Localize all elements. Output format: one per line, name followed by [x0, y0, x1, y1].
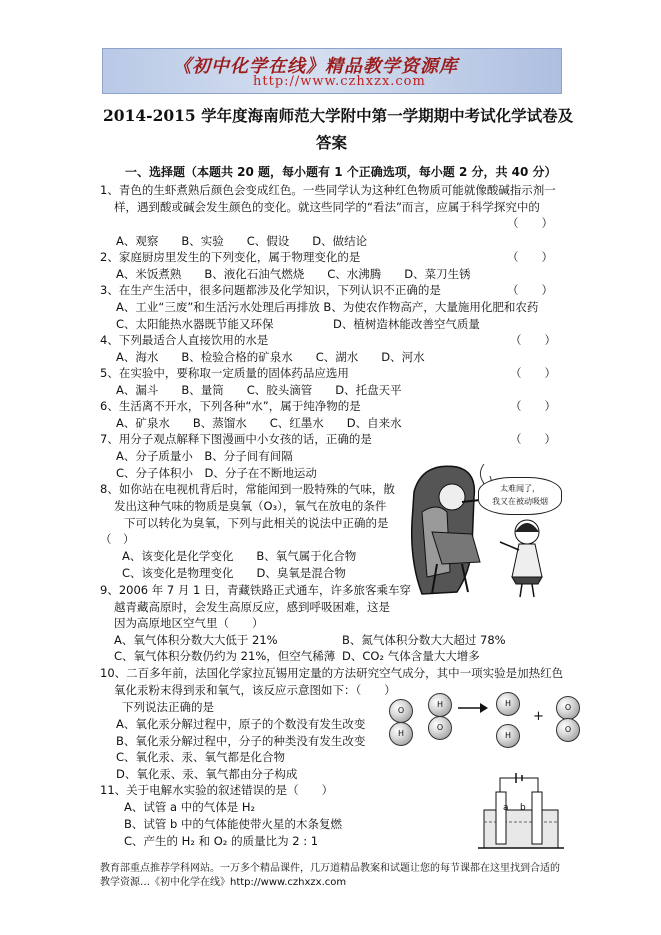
- q10-line2: 氧化汞粉末得到汞和氧气，该反应示意图如下：（ ）: [114, 683, 396, 697]
- q2-answer-paren: （ ）: [507, 250, 553, 264]
- q4-options: A、海水 B、检验合格的矿泉水 C、湖水 D、河水: [116, 350, 425, 364]
- q11-option-b: B、试管 b 中的气体能使带火星的木条复燃: [124, 817, 342, 831]
- tube-a-label: a: [503, 803, 509, 813]
- plus-sign: +: [533, 709, 544, 724]
- q4-answer-paren: （ ）: [510, 333, 556, 347]
- q1-answer-paren: （ ）: [507, 216, 553, 230]
- q11-option-c: C、产生的 H₂ 和 O₂ 的质量比为 2 : 1: [124, 834, 319, 848]
- footer-line1: 教育部重点推荐学科网站。一万多个精品课件，几万道精品教案和试题让您的每节课都在这里找到合适的: [100, 863, 560, 874]
- atom-h: H: [496, 692, 520, 716]
- q8-answer-paren: （ ）: [100, 532, 135, 546]
- q3-answer-paren: （ ）: [507, 283, 553, 297]
- atom-o: O: [428, 716, 452, 740]
- atom-h: H: [496, 724, 520, 748]
- q8-options-ab: A、该变化是化学变化 B、氧气属于化合物: [122, 549, 357, 563]
- q10-option-a: A、氧化汞分解过程中，原子的个数没有发生改变: [116, 717, 366, 731]
- q5-options: A、漏斗 B、量筒 C、胶头滴管 D、托盘天平: [116, 383, 402, 397]
- q3-stem: 3、在生产生活中，很多问题都涉及化学知识，下列认识不正确的是: [100, 283, 441, 297]
- q8-line3: 下可以转化为臭氧，下列与此相关的说法中正确的是: [124, 516, 389, 530]
- tube-b-label: b: [520, 803, 526, 813]
- q7-options-ab: A、分子质量小 B、分子间有间隔: [116, 449, 293, 463]
- q7-options-cd: C、分子体积小 D、分子在不断地运动: [116, 466, 317, 480]
- reaction-arrow-icon: [458, 702, 490, 714]
- q4-stem: 4、下列最适合人直接饮用的水是: [100, 333, 269, 347]
- q10-option-c: C、氧化汞、汞、氧气都是化合物: [116, 750, 286, 764]
- q8-line2: 发出这种气味的物质是臭氧（O₃），氧气在放电的条件: [114, 499, 387, 513]
- q3-option-c: C、太阳能热水器既节能又环保: [116, 317, 274, 331]
- q7-answer-paren: （ ）: [510, 432, 556, 446]
- q10-line1: 10、二百多年前，法国化学家拉瓦锡用定量的方法研究空气成分，其中一项实验是加热红色: [100, 666, 564, 680]
- atom-h: H: [389, 722, 413, 746]
- q1-options: A、观察 B、实验 C、假设 D、做结论: [116, 234, 368, 248]
- cartoon-speech-bubble: [478, 477, 562, 515]
- banner-title: 《初中化学在线》精品教学资源库: [173, 56, 458, 77]
- q11-option-a: A、试管 a 中的气体是 H₂: [124, 800, 256, 814]
- q6-answer-paren: （ ）: [510, 399, 556, 413]
- q8-options-cd: C、该变化是物理变化 D、臭氧是混合物: [122, 566, 346, 580]
- footer-line2[interactable]: 教学资源…《初中化学在线》http://www.czhxzx.com: [100, 877, 347, 888]
- q1-line1: 1、青色的生虾煮熟后颜色会变成红色。一些同学认为这种红色物质可能就像酸碱指示剂一: [100, 183, 556, 197]
- q3-option-d: D、植树造林能改善空气质量: [333, 317, 480, 331]
- section-heading: 一、选择题（本题共 20 题，每小题有 1 个正确选项，每小题 2 分，共 40 分）: [125, 165, 557, 179]
- bubble-line1: 太难闻了，: [500, 484, 540, 493]
- q7-stem: 7、用分子观点解释下图漫画中小女孩的话，正确的是: [100, 432, 372, 446]
- q2-stem: 2、家庭厨房里发生的下列变化，属于物理变化的是: [100, 250, 361, 264]
- q5-stem: 5、在实验中，要称取一定质量的固体药品应选用: [100, 366, 349, 380]
- bubble-line2: 我又在被动吸烟: [492, 497, 548, 506]
- q10-option-d: D、氧化汞、汞、氧气都由分子构成: [116, 767, 298, 781]
- q9-line2: 越青藏高原时，会发生高原反应，感到呼吸困难，这是: [114, 600, 390, 614]
- q10-line3: 下列说法正确的是: [122, 700, 214, 714]
- q9-option-d: D、CO₂ 气体含量大大增多: [342, 649, 480, 663]
- q2-options: A、米饭煮熟 B、液化石油气燃烧 C、水沸腾 D、菜刀生锈: [116, 267, 471, 281]
- atom-o: O: [389, 699, 413, 723]
- q9-option-a: A、氧气体积分数大大低于 21%: [114, 633, 278, 647]
- q8-line1: 8、如你站在电视机背后时，常能闻到一股特殊的气味，散: [100, 482, 395, 496]
- q5-answer-paren: （ ）: [510, 366, 556, 380]
- q3-option-ab: A、工业“三废”和生活污水处理后再排放 B、为使农作物高产，大量施用化肥和农药: [116, 300, 539, 314]
- atom-o: O: [556, 718, 580, 742]
- q6-stem: 6、生活离不开水，下列各种“水”，属于纯净物的是: [100, 399, 361, 413]
- q9-option-c: C、氧气体积分数仍约为 21%，但空气稀薄: [114, 649, 336, 663]
- q9-line1: 9、2006 年 7 月 1 日，青藏铁路正式通车，许多旅客乘车穿: [100, 583, 411, 597]
- atom-o: O: [556, 696, 580, 720]
- q9-line3: 因为高原地区空气里（ ）: [114, 616, 264, 630]
- q11-stem: 11、关于电解水实验的叙述错误的是（ ）: [100, 783, 334, 797]
- page-title-cont: 答案: [316, 133, 348, 152]
- cartoon-smoking-illustration: [402, 452, 567, 602]
- q9-option-b: B、氮气体积分数大大超过 78%: [342, 633, 506, 647]
- q10-option-b: B、氧化汞分解过程中，分子的种类没有发生改变: [116, 734, 366, 748]
- page-title: 2014-2015 学年度海南师范大学附中第一学期期中考试化学试卷及: [103, 106, 574, 125]
- q1-line2: 样，遇到酸或碱会发生颜色的变化。就这些同学的“看法”而言，应属于科学探究中的: [114, 200, 540, 214]
- banner-url[interactable]: http://www.czhxzx.com: [253, 74, 426, 89]
- q6-options: A、矿泉水 B、蒸馏水 C、红墨水 D、自来水: [116, 416, 402, 430]
- header-banner: [102, 48, 562, 94]
- atom-h: H: [428, 693, 452, 717]
